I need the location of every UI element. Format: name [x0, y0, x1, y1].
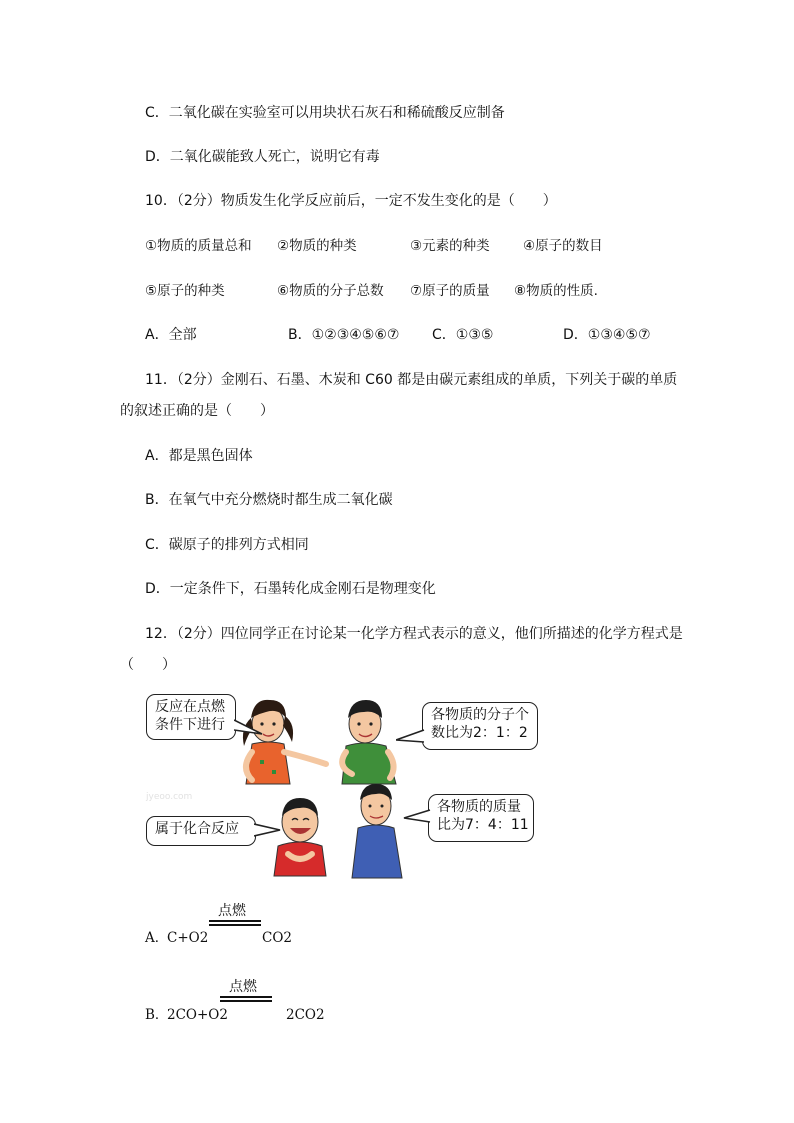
- teen-boy-icon: [352, 784, 402, 878]
- q10-item-6: ⑥物质的分子总数: [277, 283, 384, 299]
- bubble-tail-icon: [396, 728, 426, 748]
- bubble-text: 各物质的分子个: [431, 707, 529, 723]
- bubble-text: 条件下进行: [155, 717, 225, 733]
- girl-student-icon: [243, 700, 326, 784]
- boy-student-icon: [342, 700, 396, 784]
- q11-option-b: B．在氧气中充分燃烧时都生成二氧化碳: [145, 492, 393, 508]
- q12-stem-line1: 12．（2分）四位同学正在讨论某一化学方程式表示的意义，他们所描述的化学方程式是: [145, 626, 683, 642]
- bubble-tail-icon: [254, 822, 284, 842]
- q10-item-4: ④原子的数目: [523, 238, 603, 254]
- q9-option-d: D．二氧化碳能致人死亡，说明它有毒: [145, 149, 380, 165]
- option-a-label: A．: [145, 930, 169, 946]
- speech-bubble-bottom-left: [146, 816, 256, 846]
- bubble-text: 属于化合反应: [155, 821, 239, 837]
- option-a-reactants: C+O2: [167, 930, 209, 946]
- option-b-equals-line-bottom: [220, 1000, 272, 1002]
- speech-bubble-bottom-right: [428, 794, 534, 842]
- bubble-text: 数比为2：1：2: [431, 725, 528, 741]
- q11-stem-line2: 的叙述正确的是（ ）: [120, 403, 274, 419]
- option-b-products: 2CO2: [286, 1007, 325, 1023]
- bubble-text: 各物质的质量: [437, 799, 521, 815]
- bubble-tail-icon: [402, 808, 432, 828]
- option-b-equals-line-top: [220, 996, 272, 998]
- q11-option-d: D．一定条件下，石墨转化成金刚石是物理变化: [145, 581, 436, 597]
- option-b-label: B．: [145, 1007, 169, 1023]
- bubble-text: 反应在点燃: [155, 699, 225, 715]
- q11-option-c: C．碳原子的排列方式相同: [145, 537, 309, 553]
- q10-item-5: ⑤原子的种类: [145, 283, 225, 299]
- q10-option-b: B．①②③④⑤⑥⑦: [288, 327, 400, 343]
- option-a-condition: 点燃: [218, 903, 246, 919]
- option-a-equals-line-bottom: [209, 924, 261, 926]
- q10-item-8: ⑧物质的性质.: [514, 283, 598, 299]
- q11-stem-line1: 11．（2分）金刚石、石墨、木炭和 C60 都是由碳元素组成的单质，下列关于碳的单质: [145, 372, 678, 388]
- q10-option-d: D．①③④⑤⑦: [563, 327, 651, 343]
- q10-item-7: ⑦原子的质量: [410, 283, 490, 299]
- q10-item-2: ②物质的种类: [277, 238, 357, 254]
- q10-option-a: A．全部: [145, 327, 197, 343]
- q12-stem-line2: （ ）: [120, 657, 176, 673]
- speech-bubble-top-right: [422, 702, 538, 750]
- bubble-tail-icon: [234, 718, 264, 738]
- q10-option-c: C．①③⑤: [432, 327, 494, 343]
- option-b-condition: 点燃: [229, 979, 257, 995]
- students-discussion-figure: [140, 688, 550, 883]
- q10-item-1: ①物质的质量总和: [145, 238, 252, 254]
- bubble-text: 比为7：4：11: [437, 817, 529, 833]
- option-a-products: CO2: [262, 930, 292, 946]
- speech-bubble-top-left: [146, 694, 236, 740]
- q10-stem: 10．（2分）物质发生化学反应前后，一定不发生变化的是（ ）: [145, 193, 557, 209]
- option-a-equals-line-top: [209, 920, 261, 922]
- watermark-text: jyeoo.com: [146, 792, 193, 802]
- q11-option-a: A．都是黑色固体: [145, 448, 253, 464]
- q9-option-c: C．二氧化碳在实验室可以用块状石灰石和稀硫酸反应制备: [145, 105, 505, 121]
- option-b-reactants: 2CO+O2: [167, 1007, 228, 1023]
- q10-item-3: ③元素的种类: [410, 238, 490, 254]
